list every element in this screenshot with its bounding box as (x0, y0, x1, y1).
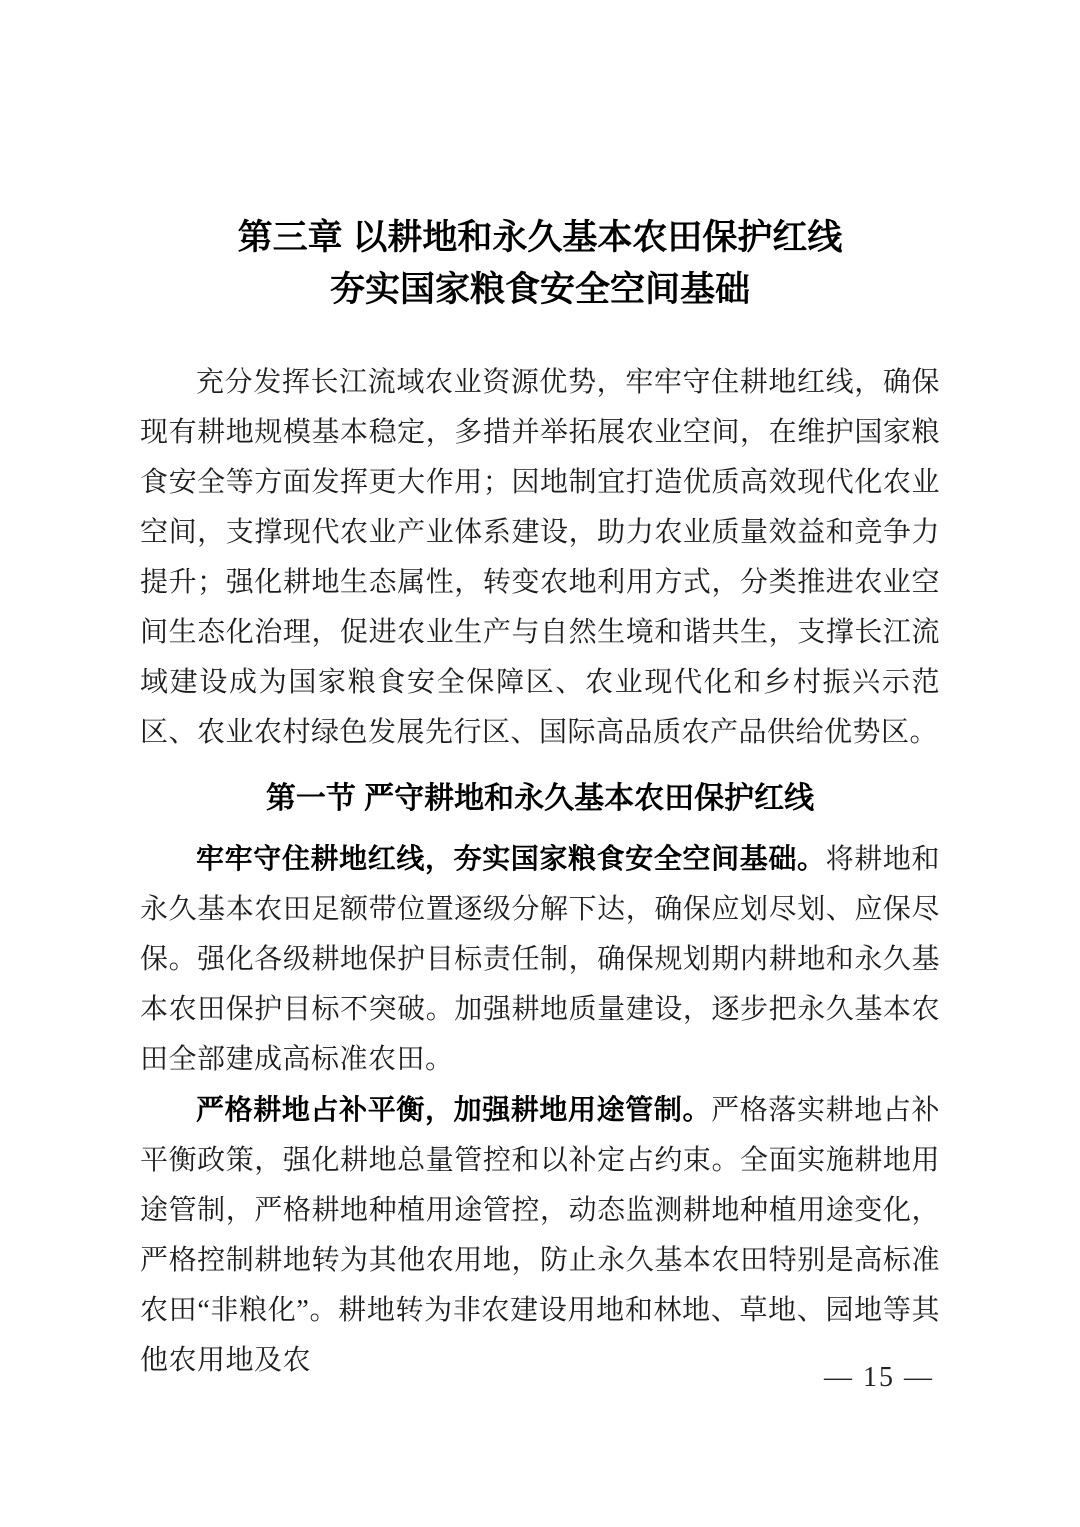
page-number: — 15 — (824, 1362, 934, 1393)
paragraph (140, 1085, 940, 1386)
paragraph (140, 834, 940, 1085)
paragraph-intro-text: 充分发挥长江流域农业资源优势，牢牢守住耕地红线，确保现有耕地规模基本稳定，多措并举拓展农业空间，在维护国家粮食安全等方面发挥更大作用；因地制宜打造优质高效现代化农业空间，支撑现代农业产业体系建设，助力农业质量效益和竞争力提升；强化耕地生态属性，转变农地利用方式，分类推进农业空间生态化治理，促进农业生产与自然生境和谐共生，支撑长江流域建设成为国家粮食安全保障区、农业现代化和乡村振兴示范区、农业农村绿色发展先行区、国际高品质农产品供给优势区。 (140, 367, 940, 748)
chapter-title-line1: 第三章 以耕地和永久基本农田保护红线 (237, 218, 843, 257)
section-heading: 第一节 严守耕地和永久基本农田保护红线 (265, 782, 815, 815)
paragraph-text: 严格落实耕地占补平衡政策，强化耕地总量管控和以补定占约束。全面实施耕地用途管制，严格耕地种植用途管控，动态监测耕地种植用途变化，严格控制耕地转为其他农用地，防止永久基本农田特别是高标准农田“非粮化”。耕地转为非农建设用地和林地、草地、园地等其他农用地及农 (140, 1095, 940, 1376)
chapter-title (140, 212, 940, 316)
paragraph-intro (140, 358, 940, 758)
paragraph-lead-bold: 严格耕地占补平衡，加强耕地用途管制。 (196, 1094, 712, 1125)
chapter-title-line2: 夯实国家粮食安全空间基础 (329, 270, 750, 309)
page-content (140, 212, 940, 1386)
paragraph-lead-bold: 牢牢守住耕地红线，夯实国家粮食安全空间基础。 (196, 843, 826, 874)
paragraph-text: 将耕地和永久基本农田足额带位置逐级分解下达，确保应划尽划、应保尽保。强化各级耕地保护目标责任制，确保规划期内耕地和永久基本农田保护目标不突破。加强耕地质量建设，逐步把永久基本农田全部建成高标准农田。 (140, 844, 940, 1075)
